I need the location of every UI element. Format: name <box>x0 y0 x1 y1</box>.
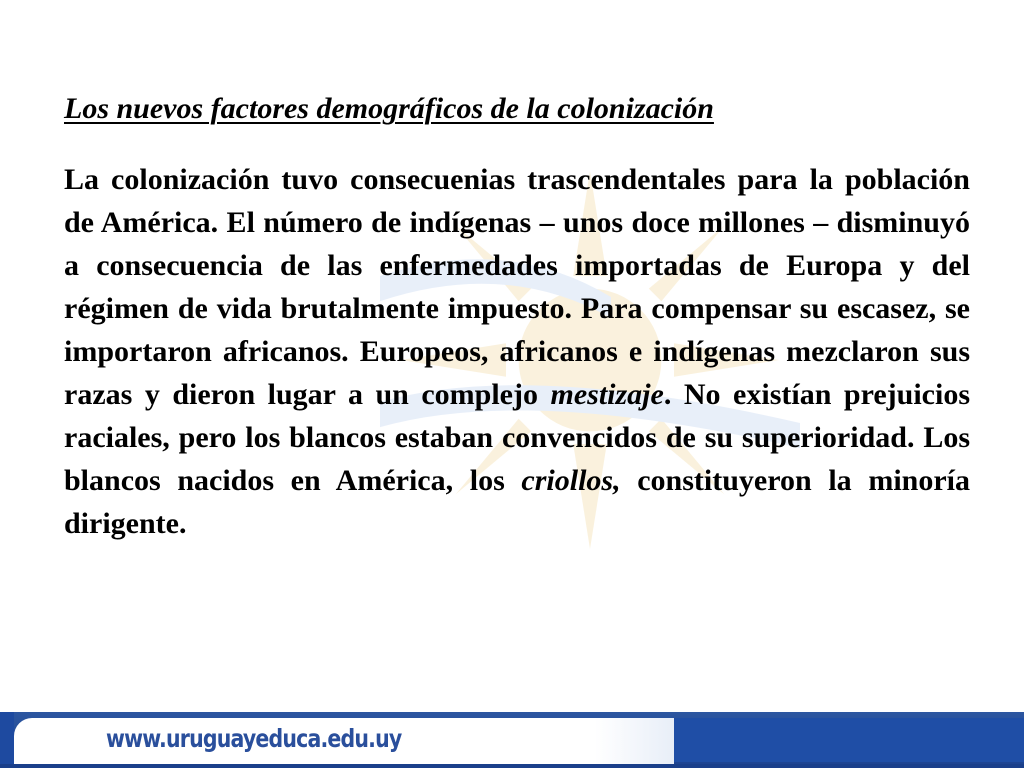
footer-url-panel <box>14 718 674 768</box>
footer-url-link[interactable]: www.uruguayeduca.edu.uy <box>106 724 402 753</box>
footer-bar-right <box>674 718 1024 762</box>
footer <box>0 712 1024 768</box>
term-mestizaje: mestizaje <box>550 378 664 411</box>
footer-line <box>0 764 1024 768</box>
term-criollos: criollos, <box>521 464 621 497</box>
slide-title: Los nuevos factores demográficos de la colonización <box>64 92 714 125</box>
paragraph-text-3: constituyeron la minoría dirigente. <box>64 464 970 540</box>
paragraph-text-1: La colonización tuvo consecuenias trascendentales para la población de América. El número de indígenas – unos doce millones – disminuyó a consecuencia de las enfermedades importadas de Europa y del régimen de vida brutalmente impuesto. Para compensar su escasez, se importaron africanos. Europeos, africanos e indígenas mezclaron sus razas y dieron lugar a un complejo <box>64 163 970 411</box>
paragraph-text-2: . No existían prejuicios raciales, pero los blancos estaban convencidos de su superioridad. Los blancos nacidos en América, los <box>64 378 970 497</box>
footer-bar-left <box>0 712 14 768</box>
body-paragraph <box>64 158 970 545</box>
